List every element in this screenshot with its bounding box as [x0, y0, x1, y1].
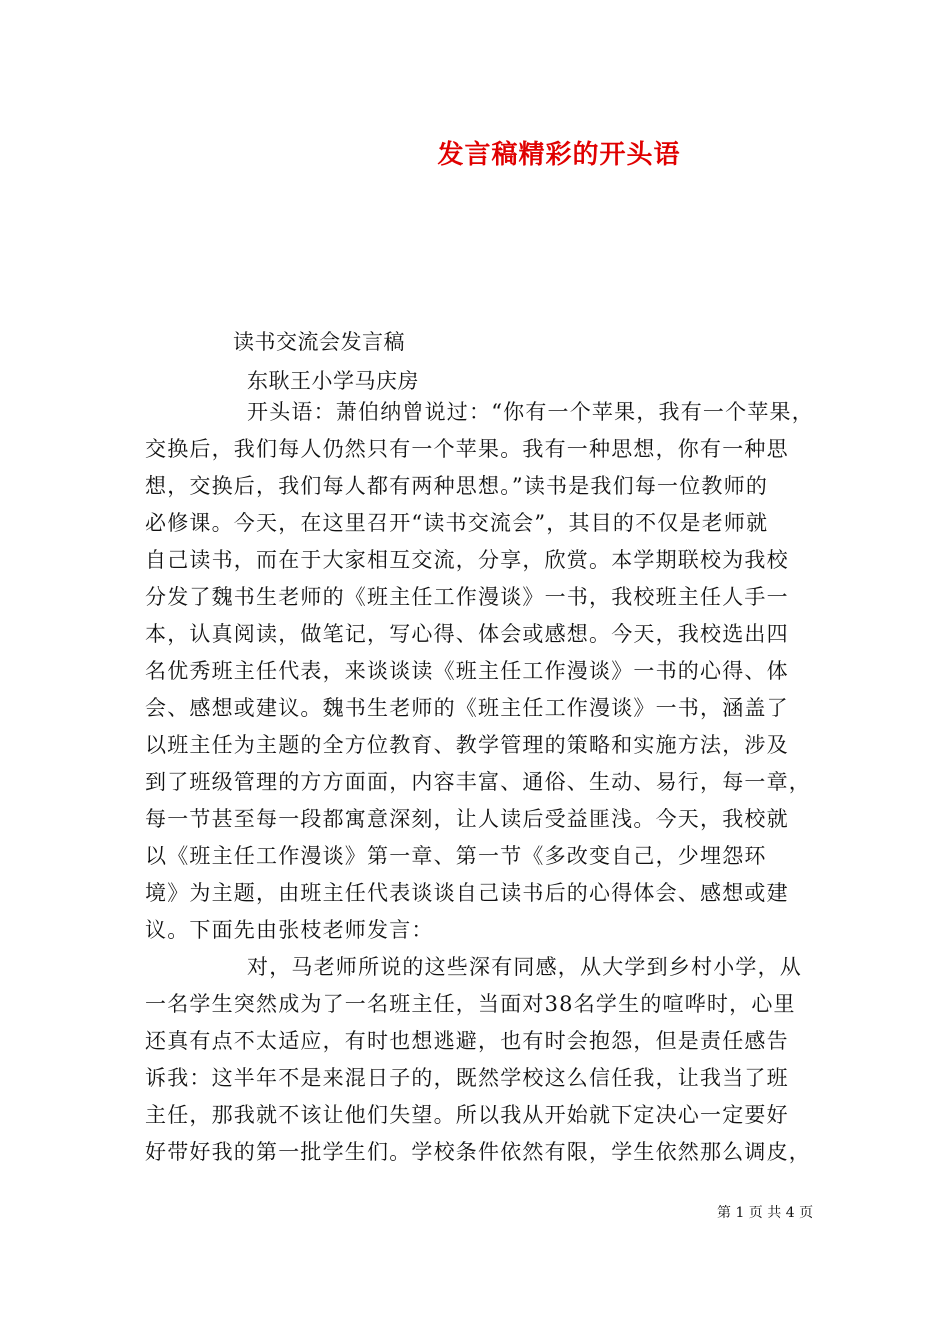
- speech-title: 读书交流会发言稿: [233, 330, 405, 354]
- paragraph-line: 境》为主题，由班主任代表谈谈自己读书后的心得体会、感想或建: [145, 881, 789, 905]
- paragraph-line: 主任，那我就不该让他们失望。所以我从开始就下定决心一定要好: [145, 1103, 789, 1127]
- paragraph-line: 开头语：萧伯纳曾说过：“你有一个苹果，我有一个苹果，: [247, 400, 814, 424]
- paragraph-line: 分发了魏书生老师的《班主任工作漫谈》一书，我校班主任人手一: [145, 585, 789, 609]
- paragraph-line: 议。下面先由张枝老师发言：: [145, 918, 434, 942]
- paragraph-line: 每一节甚至每一段都寓意深刻，让人读后受益匪浅。今天，我校就: [145, 807, 789, 831]
- paragraph-line: 会、感想或建议。魏书生老师的《班主任工作漫谈》一书，涵盖了: [145, 696, 789, 720]
- paragraph-line: 还真有点不太适应，有时也想逃避，也有时会抱怨，但是责任感告: [145, 1029, 789, 1053]
- paragraph-line: 想，交换后，我们每人都有两种思想。”读书是我们每一位教师的: [145, 474, 769, 498]
- paragraph-line: 到了班级管理的方方面面，内容丰富、通俗、生动、易行，每一章，: [145, 770, 811, 794]
- paragraph-line: 以《班主任工作漫谈》第一章、第一节《多改变自己，少埋怨环: [145, 844, 767, 868]
- paragraph-line: 名优秀班主任代表，来谈谈读《班主任工作漫谈》一书的心得、体: [145, 659, 789, 683]
- paragraph-line: 必修课。今天，在这里召开“读书交流会”，其目的不仅是老师就: [145, 511, 769, 535]
- paragraph-line: 诉我：这半年不是来混日子的，既然学校这么信任我，让我当了班: [145, 1066, 789, 1090]
- author-line: 东耿王小学马庆房: [247, 369, 419, 393]
- paragraph-line: 一名学生突然成为了一名班主任，当面对38名学生的喧哗时，心里: [145, 992, 796, 1016]
- paragraph-line: 自己读书，而在于大家相互交流，分享，欣赏。本学期联校为我校: [145, 548, 789, 572]
- paragraph-line: 以班主任为主题的全方位教育、教学管理的策略和实施方法，涉及: [145, 733, 789, 757]
- paragraph-line: 本，认真阅读，做笔记，写心得、体会或感想。今天，我校选出四: [145, 622, 789, 646]
- document-title: 发言稿精彩的开头语: [437, 140, 681, 170]
- paragraph-line: 好带好我的第一批学生们。学校条件依然有限，学生依然那么调皮，: [145, 1140, 811, 1164]
- page-number: 第 1 页 共 4 页: [717, 1205, 814, 1221]
- paragraph-line: 对，马老师所说的这些深有同感，从大学到乡村小学，从: [247, 955, 802, 979]
- paragraph-line: 交换后，我们每人仍然只有一个苹果。我有一种思想，你有一种思: [145, 437, 789, 461]
